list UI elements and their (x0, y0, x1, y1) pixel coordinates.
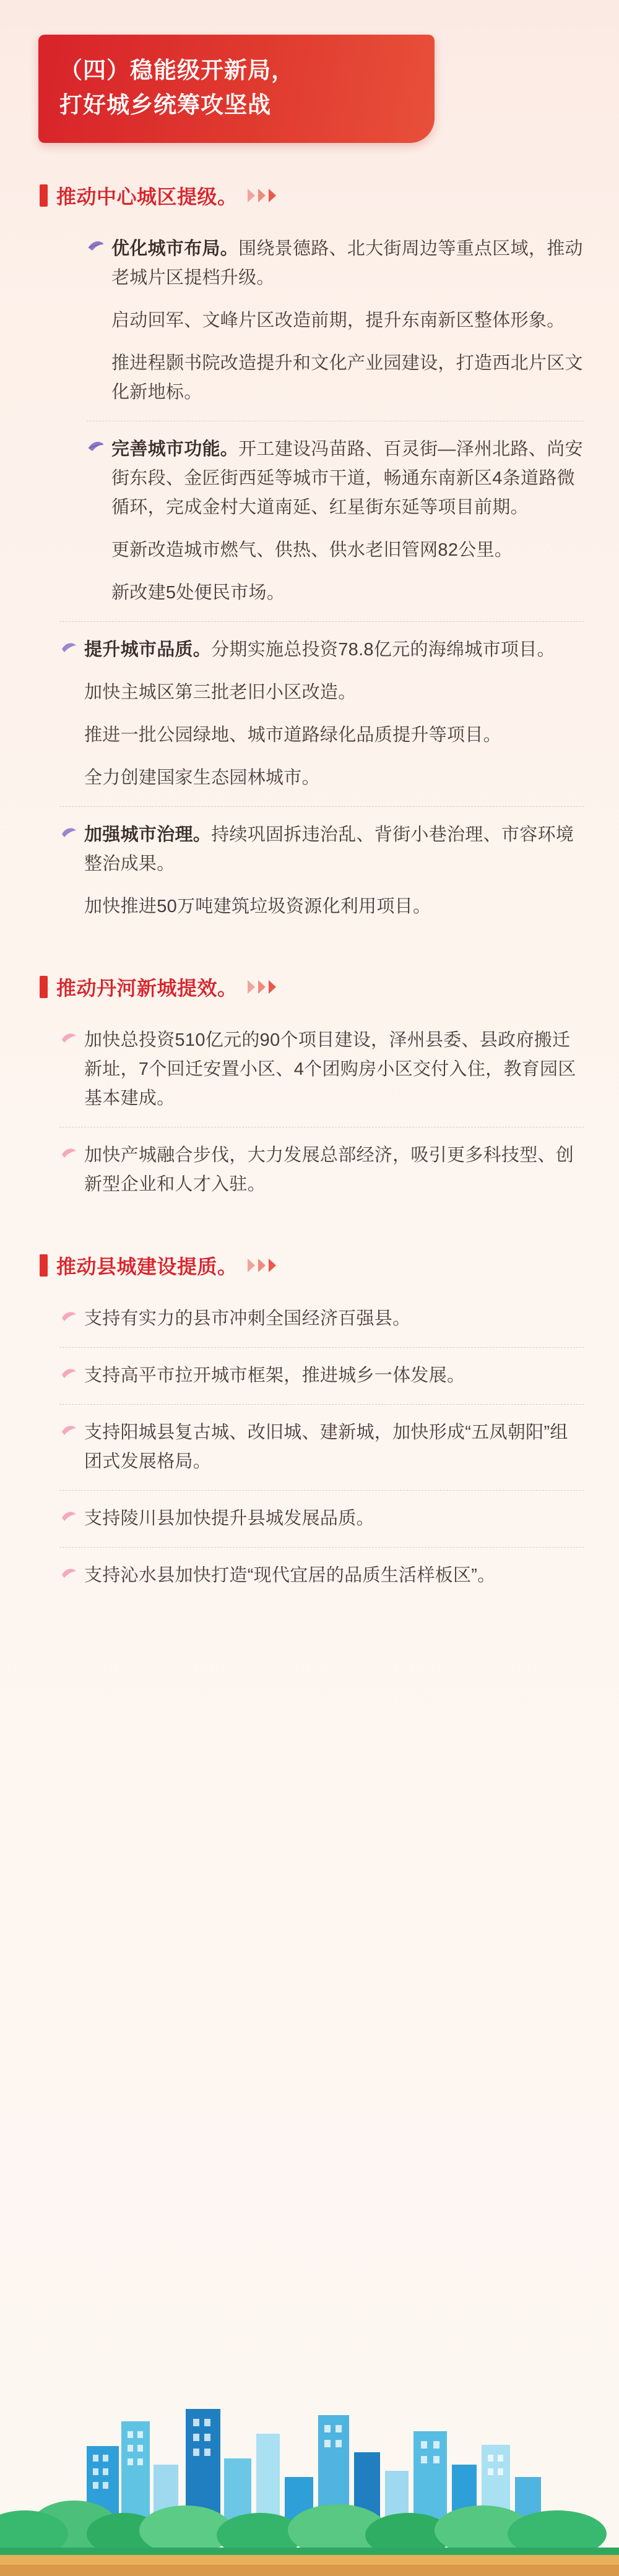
sub-text: 推进程颢书院改造提升和文化产业园建设，打造西北片区文化新地标。 (111, 353, 583, 402)
bullet-block (59, 1012, 584, 1127)
sub-text: 新改建5处便民市场。 (111, 582, 285, 603)
section-1-group-b (0, 621, 619, 935)
sub-text: 启动回军、文峰片区改造前期，提升东南新区整体形象。 (111, 310, 565, 330)
sub-text: 更新改造城市燃气、供热、供水老旧管网82公里。 (111, 540, 513, 560)
bullet-block (59, 1490, 584, 1547)
city-skyline-illustration (0, 2372, 619, 2576)
bullet-highlight: 完善城市功能。 (111, 439, 239, 459)
pink-hand-icon (59, 1509, 80, 1523)
section-heading-2 (40, 973, 619, 1001)
pink-hand-icon (59, 1366, 80, 1381)
pink-hand-icon (59, 1309, 80, 1324)
bullet-block (59, 1404, 584, 1490)
leaf-bullet-icon (87, 239, 108, 254)
bullet-block (59, 806, 584, 935)
pink-hand-icon (59, 1145, 80, 1160)
section-heading-2-label: 推动丹河新城提效。 (56, 977, 238, 1000)
bullet-highlight: 提升城市品质。 (84, 639, 212, 660)
section-heading-3 (40, 1251, 619, 1280)
heading-bar-icon (40, 1254, 48, 1277)
bullet-text: 支持沁水县加快打造“现代宜居的品质生活样板区”。 (84, 1566, 496, 1586)
bullet-rest: 持续巩固拆违治乱、背街小巷治理、市容环境整治成果。 (84, 824, 574, 874)
pink-hand-icon (59, 1030, 80, 1045)
bullet-highlight: 优化城市布局。 (111, 239, 239, 259)
section-heading-1 (40, 181, 619, 210)
chevron-right-icon (248, 980, 276, 994)
page-title-line-1: （四）稳能级开新局， (59, 58, 295, 83)
bullet-block (59, 1547, 584, 1604)
bullet-text: 加快总投资510亿元的90个项目建设，泽州县委、县政府搬迁新址，7个回迁安置小区、4个团购房小区交付入住，教育园区基本建成。 (84, 1030, 576, 1109)
pink-hand-icon (59, 1423, 80, 1437)
bullet-rest: 分期实施总投资78.8亿元的海绵城市项目。 (211, 639, 555, 660)
bullet-text (111, 235, 584, 293)
bullet-text: 支持高平市拉开城市框架，推进城乡一体发展。 (84, 1366, 465, 1386)
bullet-block (59, 1127, 584, 1213)
chevron-right-icon (248, 189, 276, 202)
leaf-bullet-icon (87, 439, 108, 454)
bullet-text (111, 435, 584, 522)
section-heading-1-label: 推动中心城区提级。 (56, 186, 238, 208)
bullet-block (59, 1291, 584, 1347)
bullet-rest: 围绕景德路、北大街周边等重点区域，推动老城片区提档升级。 (111, 239, 583, 288)
bullet-block (59, 621, 584, 806)
sub-text: 全力创建国家生态园林城市。 (84, 767, 320, 788)
bullet-text (84, 821, 584, 879)
bullet-rest: 开工建设冯苗路、百灵街—泽州北路、尚安街东段、金匠街西延等城市干道，畅通东南新区4条道路微循环，完成金村大道南延、红星街东延等项目前期。 (111, 439, 583, 517)
bullet-block (59, 1347, 584, 1404)
bullet-text: 支持阳城县复古城、改旧城、建新城，加快形成“五凤朝阳”组团式发展格局。 (84, 1423, 568, 1472)
sub-text: 推进一批公园绿地、城市道路绿化品质提升等项目。 (84, 725, 501, 745)
bullet-block (87, 221, 584, 421)
bullet-text: 支持陵川县加快提升县城发展品质。 (84, 1509, 374, 1529)
sub-text: 加快主城区第三批老旧小区改造。 (84, 682, 357, 702)
hand-pointer-icon (59, 640, 80, 655)
bullet-text: 加快产城融合步伐，大力发展总部经济，吸引更多科技型、创新型企业和人才入驻。 (84, 1145, 574, 1195)
page-title-line-2: 打好城乡统筹攻坚战 (59, 92, 271, 118)
sub-text: 加快推进50万吨建筑垃圾资源化利用项目。 (84, 896, 431, 916)
bullet-text (84, 635, 555, 665)
bullet-text: 支持有实力的县市冲刺全国经济百强县。 (84, 1309, 411, 1329)
hand-pointer-icon (59, 825, 80, 840)
chevron-right-icon (248, 1259, 276, 1272)
page-title-banner (38, 35, 435, 143)
bullet-highlight: 加强城市治理。 (84, 824, 212, 845)
heading-bar-icon (40, 976, 48, 998)
bullet-block (87, 421, 584, 621)
section-1-group-a (27, 221, 619, 621)
section-heading-3-label: 推动县城建设提质。 (56, 1256, 238, 1278)
heading-bar-icon (40, 184, 48, 207)
pink-hand-icon (59, 1566, 80, 1580)
